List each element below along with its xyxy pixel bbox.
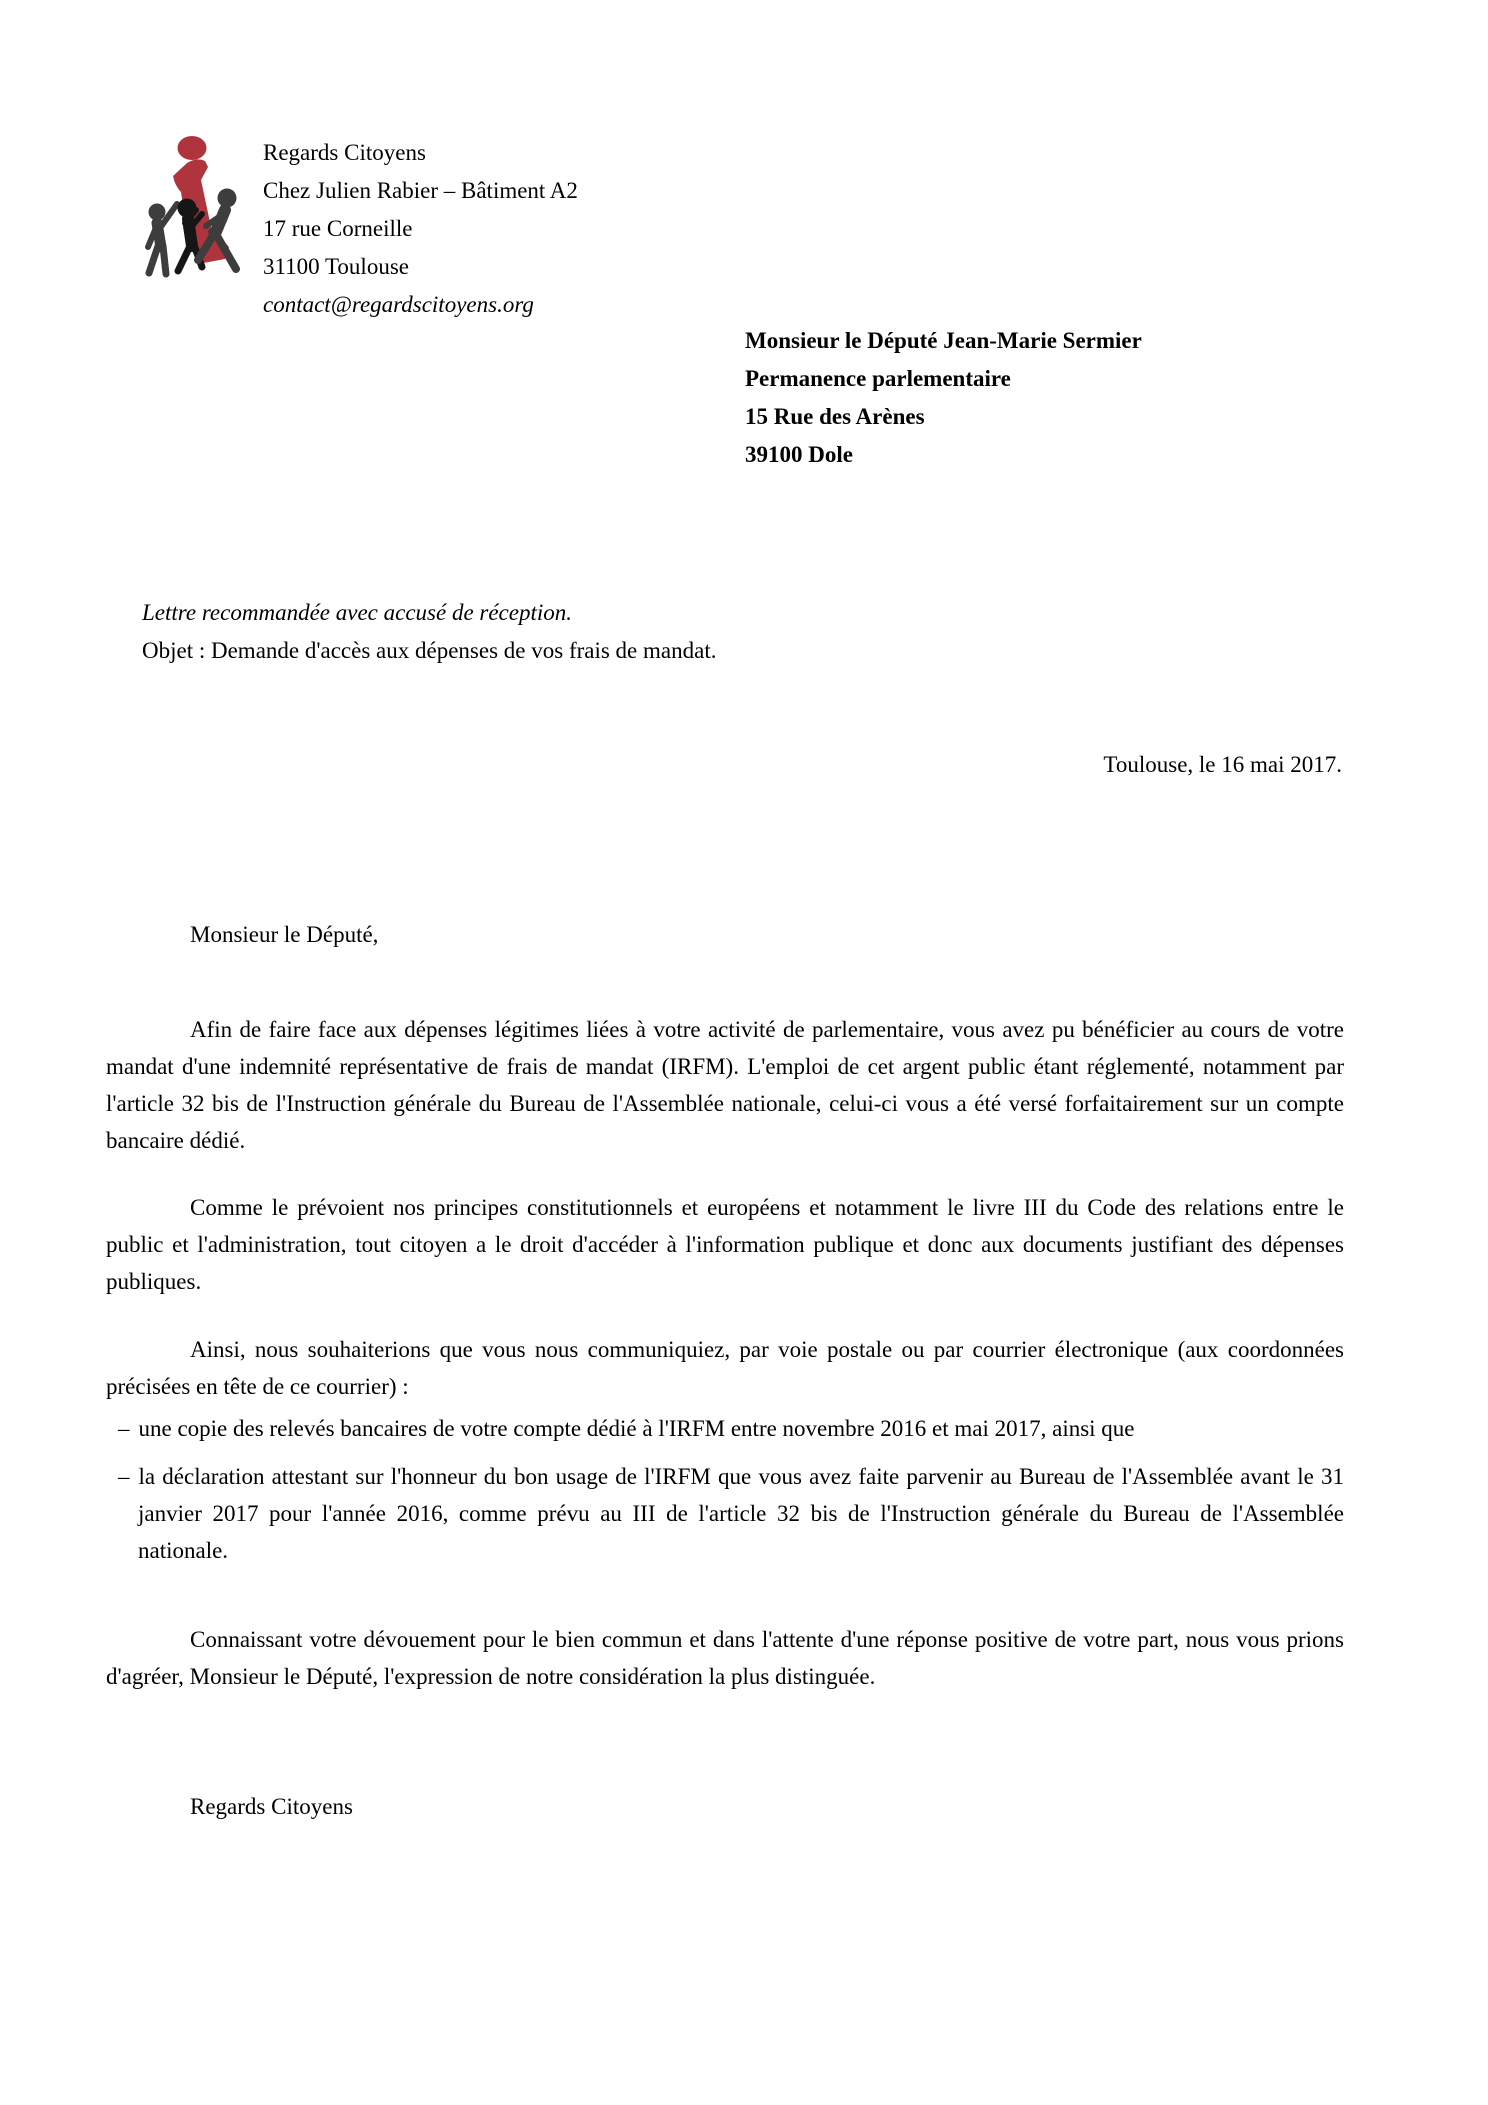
- sender-address-block: [263, 134, 578, 324]
- signature: Regards Citoyens: [190, 1794, 353, 1819]
- letter-meta-block: [142, 594, 716, 670]
- list-item-text: la déclaration attestant sur l'honneur du bon usage de l'IRFM que vous avez faite parvenir au Bureau de l'Assemblée avant le 31 janvier 2017 pour l'année 2016, comme prévu au III de l'article 32 bis de l'Instruction générale du Bureau de l'Assemblée nationale.: [138, 1464, 1344, 1563]
- paragraph: Comme le prévoient nos principes constitutionnels et européens et notamment le livre III du Code des relations entre le public et l'administration, tout citoyen a le droit d'accéder à l'information publique et donc aux documents justifiant des dépenses publiques.: [106, 1195, 1344, 1294]
- paragraph: Ainsi, nous souhaiterions que vous nous communiquiez, par voie postale ou par courrier électronique (aux coordonnées précisées en tête de ce courrier) :: [106, 1337, 1344, 1399]
- salutation: Monsieur le Député,: [190, 922, 379, 947]
- dash-list-marker: –: [118, 1464, 130, 1489]
- registered-mail-notice: Lettre recommandée avec accusé de réception.: [142, 600, 573, 625]
- recipient-address-block: [745, 322, 1142, 474]
- sender-address-line: 17 rue Corneille: [263, 216, 413, 241]
- dash-list-marker: –: [118, 1416, 130, 1441]
- recipient-address-line: 15 Rue des Arènes: [745, 404, 925, 429]
- closing-paragraph: Connaissant votre dévouement pour le bien commun et dans l'attente d'une réponse positive de votre part, nous vous prions d'agréer, Monsieur le Député, l'expression de notre considération la plus distinguée.: [106, 1627, 1344, 1689]
- requested-documents-list: [118, 1410, 1344, 1580]
- sender-address-line: Chez Julien Rabier – Bâtiment A2: [263, 178, 578, 203]
- sender-email: contact@regardscitoyens.org: [263, 292, 534, 317]
- list-item: [118, 1410, 1344, 1447]
- sender-address-line: 31100 Toulouse: [263, 254, 409, 279]
- list-item: [118, 1458, 1344, 1569]
- dateline: Toulouse, le 16 mai 2017.: [1103, 752, 1342, 777]
- people-raising-red-i-icon: [141, 134, 251, 282]
- list-item-text: une copie des relevés bancaires de votre compte dédié à l'IRFM entre novembre 2016 et mai 2017, ainsi que: [138, 1416, 1135, 1441]
- recipient-name: Monsieur le Député Jean-Marie Sermier: [745, 328, 1142, 353]
- recipient-address-line: Permanence parlementaire: [745, 366, 1011, 391]
- regards-citoyens-logo: [141, 134, 251, 282]
- sender-org: Regards Citoyens: [263, 140, 426, 165]
- recipient-address-line: 39100 Dole: [745, 442, 853, 467]
- paragraph: Afin de faire face aux dépenses légitimes liées à votre activité de parlementaire, vous avez pu bénéficier au cours de votre mandat d'une indemnité représentative de frais de mandat (IRFM). L'emploi de cet argent public étant réglementé, notamment par l'article 32 bis de l'Instruction générale du Bureau de l'Assemblée nationale, celui-ci vous a été versé forfaitairement sur un compte bancaire dédié.: [106, 1017, 1344, 1153]
- subject-line: Objet : Demande d'accès aux dépenses de vos frais de mandat.: [142, 638, 717, 663]
